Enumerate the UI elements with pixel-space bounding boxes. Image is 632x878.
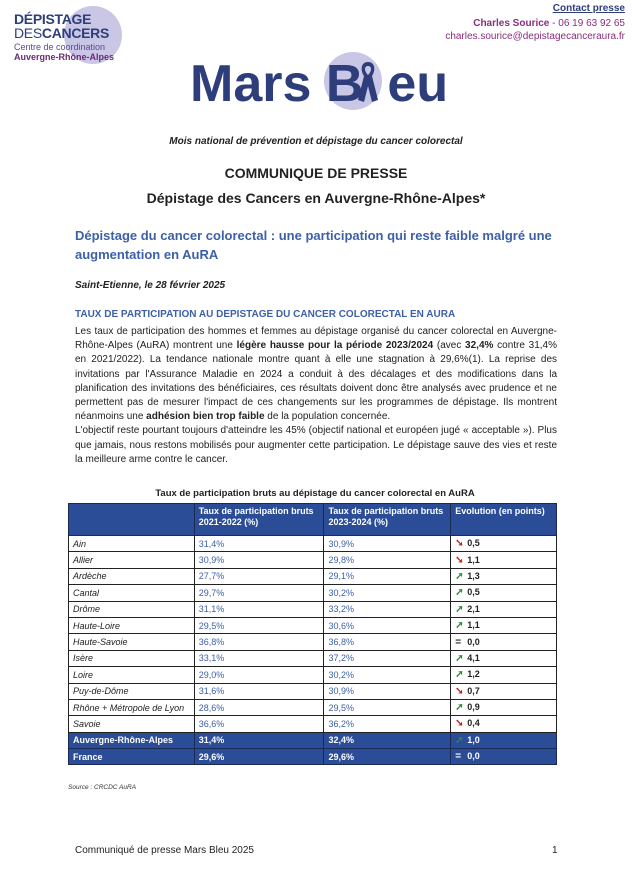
trend-up-icon: ➚ <box>455 587 464 599</box>
cell-department: Loire <box>69 667 195 683</box>
body-text <box>75 325 557 467</box>
trend-down-icon: ➘ <box>455 718 464 730</box>
cell-rate-2023: 36,8% <box>324 634 451 650</box>
cell-rate-2021: 31,4% <box>194 536 324 552</box>
table-row <box>69 732 557 748</box>
contact-title: Contact presse <box>552 3 625 14</box>
table-row <box>69 667 557 683</box>
table-row <box>69 552 557 568</box>
evolution-value: 1,2 <box>467 669 480 680</box>
trend-eq-icon: = <box>455 636 462 648</box>
dateline: Saint-Etienne, le 28 février 2025 <box>75 280 226 291</box>
trend-down-icon: ➘ <box>455 685 464 697</box>
table-row <box>69 749 557 765</box>
contact-email[interactable]: charles.sourice@depistagecanceraura.fr <box>445 31 625 42</box>
trend-up-icon: ➚ <box>455 734 464 746</box>
cell-rate-2023: 30,2% <box>324 667 451 683</box>
cell-department: Allier <box>69 552 195 568</box>
page-subtitle: Dépistage des Cancers en Auvergne-Rhône-Alpes* <box>146 190 486 206</box>
cell-rate-2021: 33,1% <box>194 650 324 666</box>
brand-part-2: eu <box>387 55 449 113</box>
cell-rate-2023: 30,9% <box>324 683 451 699</box>
trend-up-icon: ➚ <box>455 652 464 664</box>
cell-evolution <box>451 601 557 617</box>
evolution-value: 1,3 <box>467 570 480 581</box>
cell-evolution <box>451 732 557 748</box>
evolution-value: 0,0 <box>467 636 480 647</box>
headline: Dépistage du cancer colorectal : une participation qui reste faible malgré une augmentation en AuRA <box>75 228 552 262</box>
cell-rate-2021: 31,1% <box>194 601 324 617</box>
evolution-value: 1,0 <box>467 734 480 745</box>
table-row <box>69 716 557 732</box>
cell-rate-2023: 32,4% <box>324 732 451 748</box>
table-row <box>69 650 557 666</box>
table-title: Taux de participation bruts au dépistage du cancer colorectal en AuRA <box>155 488 475 499</box>
cell-evolution <box>451 585 557 601</box>
cell-rate-2023: 29,5% <box>324 699 451 715</box>
cell-evolution <box>451 699 557 715</box>
cell-rate-2023: 29,6% <box>324 749 451 765</box>
cell-evolution <box>451 650 557 666</box>
trend-up-icon: ➚ <box>455 570 464 582</box>
trend-up-icon: ➚ <box>455 620 464 632</box>
cell-department: Auvergne-Rhône-Alpes <box>69 732 195 748</box>
cell-rate-2023: 33,2% <box>324 601 451 617</box>
evolution-value: 4,1 <box>467 652 480 663</box>
cell-department: Puy-de-Dôme <box>69 683 195 699</box>
logo-des: DES <box>14 25 42 41</box>
evolution-value: 1,1 <box>467 620 480 631</box>
paragraph-2: L'objectif reste pourtant toujours d'atteindre les 45% (objectif national et européen jugé « acceptable »). Plus que jamais, nous restons mobilisés pour augmenter cette participation. Le dépistage sauve des vies et reste la meilleure arme contre le cancer. <box>75 425 557 465</box>
cell-evolution <box>451 568 557 584</box>
ribbon-icon <box>356 60 380 104</box>
trend-eq-icon: = <box>455 751 462 763</box>
evolution-value: 0,5 <box>467 587 480 598</box>
cell-rate-2021: 29,6% <box>194 749 324 765</box>
page-number: 1 <box>552 845 558 856</box>
cell-department: Rhône + Métropole de Lyon <box>69 699 195 715</box>
cell-rate-2023: 30,6% <box>324 617 451 633</box>
cell-rate-2021: 36,6% <box>194 716 324 732</box>
cell-rate-2021: 27,7% <box>194 568 324 584</box>
cell-rate-2023: 30,2% <box>324 585 451 601</box>
evolution-value: 0,0 <box>467 751 480 762</box>
table-row <box>69 683 557 699</box>
evolution-value: 0,9 <box>467 702 480 713</box>
cell-rate-2023: 29,8% <box>324 552 451 568</box>
cell-department: Haute-Savoie <box>69 634 195 650</box>
cell-department: Ain <box>69 536 195 552</box>
cell-department: Haute-Loire <box>69 617 195 633</box>
evolution-value: 2,1 <box>467 603 480 614</box>
cell-rate-2021: 31,4% <box>194 732 324 748</box>
footer-text: Communiqué de presse Mars Bleu 2025 <box>75 845 254 856</box>
logo-cancers: CANCERS <box>41 25 110 41</box>
contact-phone: - 06 19 63 92 65 <box>549 18 625 29</box>
cell-rate-2023: 29,1% <box>324 568 451 584</box>
logo-line-2 <box>14 26 109 41</box>
header-2021: Taux de participation bruts 2021-2022 (%) <box>194 504 324 536</box>
page-title: COMMUNIQUE DE PRESSE <box>224 165 408 181</box>
table-row <box>69 601 557 617</box>
table-row <box>69 585 557 601</box>
cell-department: Cantal <box>69 585 195 601</box>
cell-evolution <box>451 749 557 765</box>
cell-evolution <box>451 683 557 699</box>
cell-rate-2021: 29,7% <box>194 585 324 601</box>
section-title: TAUX DE PARTICIPATION AU DEPISTAGE DU CANCER COLORECTAL EN AURA <box>75 309 456 320</box>
brand-title <box>190 54 448 114</box>
cell-rate-2023: 30,9% <box>324 536 451 552</box>
cell-evolution <box>451 667 557 683</box>
evolution-value: 0,4 <box>467 718 480 729</box>
trend-down-icon: ➘ <box>455 554 464 566</box>
cell-department: France <box>69 749 195 765</box>
table-row <box>69 699 557 715</box>
cell-department: Drôme <box>69 601 195 617</box>
cell-evolution <box>451 536 557 552</box>
evolution-value: 1,1 <box>467 554 480 565</box>
cell-evolution <box>451 716 557 732</box>
source-note: Source : CRCDC AuRA <box>68 784 137 791</box>
table-row <box>69 617 557 633</box>
cell-rate-2023: 37,2% <box>324 650 451 666</box>
table-row <box>69 634 557 650</box>
participation-table <box>68 503 557 765</box>
header-evolution: Evolution (en points) <box>451 504 557 536</box>
table-row <box>69 536 557 552</box>
cell-evolution <box>451 617 557 633</box>
cell-department: Ardèche <box>69 568 195 584</box>
logo-line-3: Centre de coordination <box>14 42 106 52</box>
cell-rate-2021: 29,0% <box>194 667 324 683</box>
evolution-value: 0,5 <box>467 538 480 549</box>
header-2023: Taux de participation bruts 2023-2024 (%) <box>324 504 451 536</box>
trend-up-icon: ➚ <box>455 603 464 615</box>
evolution-value: 0,7 <box>467 685 480 696</box>
brand-part-1: Mars B <box>190 55 364 113</box>
trend-up-icon: ➚ <box>455 669 464 681</box>
paragraph-1: Les taux de participation des hommes et femmes au dépistage organisé du cancer colorectal en Auvergne-Rhône-Alpes (AuRA) montrent une légère hausse pour la période 2023/2024 (avec 32,4% contre 31,4% en 2021/2022). La tendance nationale montre quant à elle une stagnation à 29,6%(1). La reprise des invitations par l'Assurance Maladie en 2024 a conduit à des décalages et des modifications dans la planification des invitations des bénéficiaires, ces résultats doivent donc être analysés avec prudence et ne permettent pas de mesurer l'impact de ces changements sur les programmes de dépistage. Ils montrent néanmoins une adhésion bien trop faible de la population concernée. <box>75 326 557 423</box>
cell-rate-2023: 36,2% <box>324 716 451 732</box>
logo-line-1: DÉPISTAGE <box>14 11 92 27</box>
logo-line-4: Auvergne-Rhône-Alpes <box>14 52 115 62</box>
cell-rate-2021: 29,5% <box>194 617 324 633</box>
contact-name: Charles Sourice <box>473 18 550 29</box>
cell-rate-2021: 30,9% <box>194 552 324 568</box>
cell-evolution <box>451 552 557 568</box>
cell-rate-2021: 28,6% <box>194 699 324 715</box>
tagline: Mois national de prévention et dépistage du cancer colorectal <box>169 136 463 147</box>
cell-rate-2021: 31,6% <box>194 683 324 699</box>
table-row <box>69 568 557 584</box>
cell-rate-2021: 36,8% <box>194 634 324 650</box>
cell-department: Isère <box>69 650 195 666</box>
header-dept <box>69 504 195 536</box>
contact-name-phone <box>473 17 625 30</box>
trend-down-icon: ➘ <box>455 538 464 550</box>
table-header-row <box>69 504 557 536</box>
cell-evolution <box>451 634 557 650</box>
trend-up-icon: ➚ <box>455 702 464 714</box>
cell-department: Savoie <box>69 716 195 732</box>
